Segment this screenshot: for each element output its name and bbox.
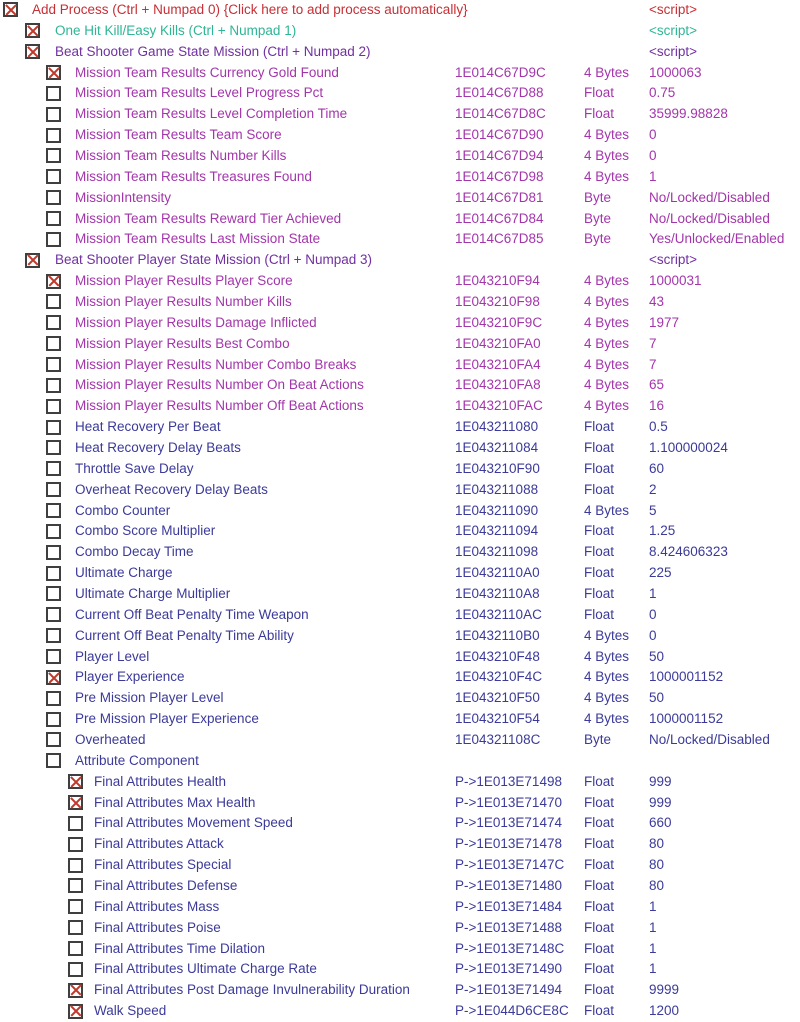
description-cell[interactable]: Mission Player Results Number On Beat Actions [75,377,364,393]
description-cell[interactable]: Player Level [75,648,150,664]
freeze-checkbox[interactable] [46,107,61,122]
description-cell[interactable]: Mission Player Results Damage Inflicted [75,314,317,330]
table-row [0,563,800,584]
description-cell[interactable]: Mission Player Results Player Score [75,273,293,289]
type-cell[interactable]: Float [584,794,615,810]
freeze-checkbox[interactable] [68,858,83,873]
value-cell[interactable]: 1 [649,586,657,601]
freeze-checkbox[interactable] [68,899,83,914]
freeze-checkbox-checked[interactable] [3,2,18,17]
address-cell[interactable]: 1E043210FAC [455,398,543,414]
address-cell[interactable]: P->1E013E71484 [455,898,562,914]
description-cell[interactable]: Mission Player Results Best Combo [75,335,290,351]
address-cell[interactable]: 1E014C67D94 [455,148,544,163]
type-cell[interactable]: 4 Bytes [584,502,630,518]
type-cell[interactable]: 4 Bytes [584,335,630,351]
description-cell[interactable]: Mission Team Results Level Completion Time [75,106,348,122]
table-row [0,501,800,522]
address-cell[interactable]: 1E014C67D88 [455,85,544,101]
value-cell[interactable]: 1 [649,961,657,977]
table-row [0,417,800,438]
table-row [0,229,800,250]
description-cell[interactable]: Mission Team Results Last Mission State [75,231,321,247]
freeze-checkbox[interactable] [68,837,83,852]
table-row [0,167,800,188]
table-row [0,918,800,939]
description-cell[interactable]: Ultimate Charge Multiplier [75,586,231,601]
value-cell[interactable]: 65 [649,377,665,393]
table-row [0,939,800,960]
value-cell[interactable]: 1.100000024 [649,440,728,455]
address-cell[interactable]: 1E043210FA0 [455,335,541,351]
value-cell[interactable]: 1200 [649,1003,680,1019]
value-cell[interactable]: 1000063 [649,64,702,80]
value-cell[interactable]: 225 [649,565,672,581]
address-cell[interactable]: 1E043211088 [455,481,539,497]
type-cell[interactable]: 4 Bytes [584,377,630,393]
value-cell[interactable]: 2 [649,481,657,497]
table-row [0,1001,800,1022]
type-cell[interactable]: Byte [584,189,612,205]
address-cell[interactable]: 1E014C67D84 [455,210,544,226]
address-cell[interactable]: P->1E013E7148C [455,940,565,956]
freeze-checkbox-checked[interactable] [25,23,40,38]
table-row [0,667,800,688]
table-row [0,292,800,313]
table-row [0,793,800,814]
type-cell[interactable]: Float [584,961,615,977]
type-cell[interactable]: Float [584,606,615,622]
address-cell[interactable]: 1E014C67D85 [455,231,544,247]
address-cell[interactable]: P->1E013E71490 [455,961,562,977]
address-cell[interactable]: 1E043210FA4 [455,356,541,372]
description-cell[interactable]: Heat Recovery Delay Beats [75,440,241,455]
table-row [0,709,800,730]
address-cell[interactable]: 1E043211080 [455,419,539,435]
address-cell[interactable]: 1E043210F4C [455,669,543,685]
description-cell[interactable]: Beat Shooter Game State Mission (Ctrl + Numpad 2) [55,43,371,59]
address-cell[interactable]: 1E014C67D8C [455,106,546,122]
value-cell[interactable]: No/Locked/Disabled [649,732,770,747]
freeze-checkbox-checked[interactable] [68,1004,83,1019]
table-row [0,42,800,63]
description-cell[interactable]: Final Attributes Post Damage Invulnerability Duration [94,982,410,998]
address-cell[interactable]: 1E043211090 [455,502,539,518]
table-row [0,834,800,855]
description-cell[interactable]: Heat Recovery Per Beat [75,419,221,435]
type-cell[interactable]: Float [584,460,615,476]
description-cell[interactable]: Combo Counter [75,502,171,518]
freeze-checkbox[interactable] [46,169,61,184]
table-row [0,605,800,626]
description-cell[interactable]: Combo Score Multiplier [75,523,216,539]
type-cell[interactable]: Float [584,982,615,998]
value-cell[interactable]: 16 [649,398,665,414]
address-cell[interactable]: 1E014C67D81 [455,189,544,205]
freeze-checkbox[interactable] [46,628,61,643]
freeze-checkbox-checked[interactable] [68,795,83,810]
type-cell[interactable]: Float [584,106,615,122]
description-cell[interactable]: Current Off Beat Penalty Time Ability [75,627,294,643]
freeze-checkbox[interactable] [46,586,61,601]
description-cell[interactable]: Final Attributes Health [94,773,227,789]
address-cell[interactable]: 1E043210FA8 [455,377,541,393]
description-cell[interactable]: Ultimate Charge [75,565,173,581]
freeze-checkbox[interactable] [46,607,61,622]
type-cell[interactable]: Byte [584,231,612,247]
description-cell[interactable]: MissionIntensity [75,189,172,205]
type-cell[interactable]: 4 Bytes [584,669,630,685]
table-row [0,438,800,459]
description-cell[interactable]: Pre Mission Player Experience [75,711,259,727]
description-cell[interactable]: Overheat Recovery Delay Beats [75,481,268,497]
table-row [0,584,800,605]
value-cell[interactable]: 1 [649,898,657,914]
table-row [0,125,800,146]
table-row [0,250,800,271]
description-cell[interactable]: Final Attributes Attack [94,836,224,852]
address-cell[interactable]: P->1E013E71494 [455,982,562,998]
table-row [0,104,800,125]
value-cell[interactable]: 1.25 [649,523,676,539]
freeze-checkbox[interactable] [46,482,61,497]
freeze-checkbox[interactable] [46,86,61,101]
freeze-checkbox-checked[interactable] [68,983,83,998]
freeze-checkbox[interactable] [46,128,61,143]
address-cell[interactable]: P->1E013E71480 [455,878,562,893]
address-cell[interactable]: 1E014C67D9C [455,64,546,80]
address-cell[interactable]: P->1E013E71470 [455,794,562,810]
address-cell[interactable]: 1E043210F9C [455,314,543,330]
type-cell[interactable]: 4 Bytes [584,127,630,143]
type-cell[interactable]: 4 Bytes [584,314,630,330]
value-cell[interactable]: Yes/Unlocked/Enabled [649,231,785,247]
table-row [0,209,800,230]
value-cell[interactable]: 1000001152 [649,669,724,685]
description-cell[interactable]: Final Attributes Ultimate Charge Rate [94,961,317,977]
freeze-checkbox[interactable] [46,294,61,309]
address-cell[interactable]: 1E014C67D90 [455,127,544,143]
address-cell[interactable]: 1E0432110AC [455,606,542,622]
freeze-checkbox[interactable] [68,878,83,893]
value-cell[interactable]: 0.75 [649,85,676,101]
description-cell[interactable]: Current Off Beat Penalty Time Weapon [75,606,309,622]
description-cell[interactable]: Mission Player Results Number Kills [75,294,292,309]
address-cell[interactable]: 1E0432110B0 [455,627,540,643]
type-cell[interactable]: Float [584,565,615,581]
description-cell[interactable]: Mission Team Results Treasures Found [75,168,312,184]
address-cell[interactable]: P->1E013E71474 [455,815,562,831]
freeze-checkbox-checked[interactable] [68,774,83,789]
freeze-checkbox[interactable] [46,357,61,372]
freeze-checkbox-checked[interactable] [46,65,61,80]
table-row [0,21,800,42]
address-cell[interactable]: 1E043210F50 [455,690,540,706]
table-row [0,772,800,793]
type-cell[interactable]: Byte [584,210,612,226]
value-cell[interactable]: 1977 [649,314,680,330]
description-cell[interactable]: Beat Shooter Player State Mission (Ctrl + Numpad 3) [55,252,373,268]
freeze-checkbox[interactable] [46,732,61,747]
description-cell[interactable]: Throttle Save Delay [75,460,194,476]
type-cell[interactable]: 4 Bytes [584,148,630,163]
description-cell[interactable]: One Hit Kill/Easy Kills (Ctrl + Numpad 1) [55,22,297,38]
table-row [0,876,800,897]
freeze-checkbox[interactable] [46,712,61,727]
value-cell[interactable]: 0 [649,148,657,163]
description-cell[interactable]: Mission Team Results Currency Gold Found [75,64,339,80]
description-cell[interactable]: Mission Team Results Team Score [75,127,282,143]
type-cell[interactable]: 4 Bytes [584,398,630,414]
table-row [0,521,800,542]
address-cell[interactable]: P->1E013E71498 [455,773,562,789]
address-cell[interactable]: 1E043211098 [455,544,539,560]
value-cell[interactable]: 43 [649,294,665,309]
type-cell[interactable]: 4 Bytes [584,168,630,184]
freeze-checkbox[interactable] [68,962,83,977]
type-cell[interactable]: Float [584,836,615,852]
table-row [0,730,800,751]
address-cell[interactable]: 1E014C67D98 [455,168,544,184]
description-cell[interactable]: Mission Team Results Reward Tier Achieved [75,210,342,226]
description-cell[interactable]: Final Attributes Defense [94,878,238,893]
freeze-checkbox[interactable] [46,190,61,205]
value-cell[interactable]: <script> [649,22,698,38]
type-cell[interactable]: Float [584,940,615,956]
address-cell[interactable]: 1E0432110A8 [455,586,540,601]
table-row [0,626,800,647]
description-cell[interactable]: Mission Team Results Number Kills [75,148,287,163]
type-cell[interactable]: Float [584,481,615,497]
value-cell[interactable]: 1000001152 [649,711,724,727]
description-cell[interactable]: Mission Player Results Number Combo Breaks [75,356,357,372]
table-row [0,688,800,709]
table-row [0,855,800,876]
table-row [0,959,800,980]
type-cell[interactable]: Byte [584,732,612,747]
address-cell[interactable]: 1E043210F94 [455,273,540,289]
type-cell[interactable]: 4 Bytes [584,627,630,643]
value-cell[interactable]: 80 [649,878,665,893]
description-cell[interactable]: Final Attributes Poise [94,919,221,935]
table-row [0,375,800,396]
value-cell[interactable]: No/Locked/Disabled [649,210,770,226]
freeze-checkbox[interactable] [46,420,61,435]
description-cell[interactable]: Overheated [75,732,146,747]
table-row [0,480,800,501]
value-cell[interactable]: 1 [649,940,657,956]
address-cell[interactable]: 1E043210F48 [455,648,540,664]
table-row [0,146,800,167]
freeze-checkbox[interactable] [46,503,61,518]
description-cell[interactable]: Mission Team Results Level Progress Pct [75,85,324,101]
table-row [0,396,800,417]
type-cell[interactable]: 4 Bytes [584,711,630,727]
value-cell[interactable]: 0.5 [649,419,668,435]
table-row [0,751,800,772]
table-row [0,271,800,292]
value-cell[interactable]: 7 [649,356,657,372]
value-cell[interactable]: 80 [649,857,665,873]
freeze-checkbox[interactable] [46,336,61,351]
value-cell[interactable]: 8.424606323 [649,544,728,560]
type-cell[interactable]: Float [584,898,615,914]
address-cell[interactable]: 1E043210F54 [455,711,540,727]
type-cell[interactable]: Float [584,85,615,101]
value-cell[interactable]: 999 [649,794,672,810]
table-row [0,83,800,104]
type-cell[interactable]: 4 Bytes [584,273,630,289]
value-cell[interactable]: 50 [649,690,665,706]
freeze-checkbox[interactable] [46,440,61,455]
description-cell[interactable]: Walk Speed [94,1003,167,1019]
value-cell[interactable]: 1000031 [649,273,702,289]
table-row [0,0,800,21]
description-cell[interactable]: Final Attributes Time Dilation [94,940,266,956]
type-cell[interactable]: 4 Bytes [584,690,630,706]
address-cell[interactable]: P->1E013E7147C [455,857,565,873]
freeze-checkbox[interactable] [46,399,61,414]
address-cell[interactable]: 1E043211094 [455,523,539,539]
freeze-checkbox[interactable] [46,232,61,247]
value-cell[interactable]: 60 [649,460,665,476]
table-row [0,813,800,834]
value-cell[interactable]: 80 [649,836,665,852]
value-cell[interactable]: 1 [649,919,657,935]
table-row [0,542,800,563]
type-cell[interactable]: Float [584,1003,615,1019]
freeze-checkbox[interactable] [46,753,61,768]
type-cell[interactable]: Float [584,773,615,789]
freeze-checkbox[interactable] [46,315,61,330]
value-cell[interactable]: 9999 [649,982,680,998]
description-cell[interactable]: Final Attributes Mass [94,898,220,914]
table-row [0,897,800,918]
type-cell[interactable]: Float [584,815,615,831]
address-cell[interactable]: P->1E013E71488 [455,919,562,935]
type-cell[interactable]: 4 Bytes [584,648,630,664]
type-cell[interactable]: Float [584,440,615,455]
freeze-checkbox[interactable] [68,920,83,935]
table-row [0,63,800,84]
description-cell[interactable]: Add Process (Ctrl + Numpad 0) {Click here to add process automatically} [32,2,468,17]
value-cell[interactable]: 0 [649,606,657,622]
value-cell[interactable]: 50 [649,648,665,664]
type-cell[interactable]: Float [584,419,615,435]
description-cell[interactable]: Pre Mission Player Level [75,690,224,706]
type-cell[interactable]: Float [584,586,615,601]
value-cell[interactable]: 0 [649,627,657,643]
freeze-checkbox[interactable] [46,691,61,706]
description-cell[interactable]: Combo Decay Time [75,544,194,560]
description-cell[interactable]: Attribute Component [75,752,199,768]
type-cell[interactable]: Float [584,544,615,560]
description-cell[interactable]: Final Attributes Special [94,857,232,873]
type-cell[interactable]: Float [584,919,615,935]
address-cell[interactable]: P->1E013E71478 [455,836,562,852]
table-row [0,355,800,376]
table-row [0,313,800,334]
address-cell[interactable]: P->1E044D6CE8C [455,1003,569,1019]
table-row [0,647,800,668]
description-cell[interactable]: Player Experience [75,669,185,685]
table-row [0,980,800,1001]
address-cell[interactable]: 1E043210F98 [455,294,540,309]
freeze-checkbox[interactable] [46,148,61,163]
freeze-checkbox[interactable] [68,816,83,831]
table-row [0,334,800,355]
freeze-checkbox[interactable] [68,941,83,956]
type-cell[interactable]: Float [584,523,615,539]
value-cell[interactable]: 660 [649,815,672,831]
description-cell[interactable]: Mission Player Results Number Off Beat Actions [75,398,364,414]
type-cell[interactable]: Float [584,878,615,893]
freeze-checkbox-checked[interactable] [25,44,40,59]
freeze-checkbox[interactable] [46,461,61,476]
freeze-checkbox[interactable] [46,378,61,393]
description-cell[interactable]: Final Attributes Movement Speed [94,815,293,831]
value-cell[interactable]: 7 [649,335,657,351]
freeze-checkbox[interactable] [46,211,61,226]
table-row [0,188,800,209]
value-cell[interactable]: 35999.98828 [649,106,728,122]
value-cell[interactable]: <script> [649,43,698,59]
value-cell[interactable]: <script> [649,2,698,17]
freeze-checkbox[interactable] [46,524,61,539]
type-cell[interactable]: 4 Bytes [584,64,630,80]
value-cell[interactable]: 1 [649,168,657,184]
value-cell[interactable]: 5 [649,502,657,518]
value-cell[interactable]: 0 [649,127,657,143]
type-cell[interactable]: 4 Bytes [584,356,630,372]
type-cell[interactable]: 4 Bytes [584,294,630,309]
address-cell[interactable]: 1E0432110A0 [455,565,540,581]
address-cell[interactable]: 1E04321108C [455,732,541,747]
table-row [0,459,800,480]
value-cell[interactable]: No/Locked/Disabled [649,189,770,205]
description-cell[interactable]: Final Attributes Max Health [94,794,256,810]
freeze-checkbox-checked[interactable] [25,253,40,268]
freeze-checkbox[interactable] [46,566,61,581]
freeze-checkbox[interactable] [46,545,61,560]
type-cell[interactable]: Float [584,857,615,873]
address-cell[interactable]: 1E043210F90 [455,460,540,476]
freeze-checkbox-checked[interactable] [46,274,61,289]
freeze-checkbox[interactable] [46,649,61,664]
value-cell[interactable]: 999 [649,773,672,789]
value-cell[interactable]: <script> [649,252,698,268]
freeze-checkbox-checked[interactable] [46,670,61,685]
address-cell[interactable]: 1E043211084 [455,440,539,455]
